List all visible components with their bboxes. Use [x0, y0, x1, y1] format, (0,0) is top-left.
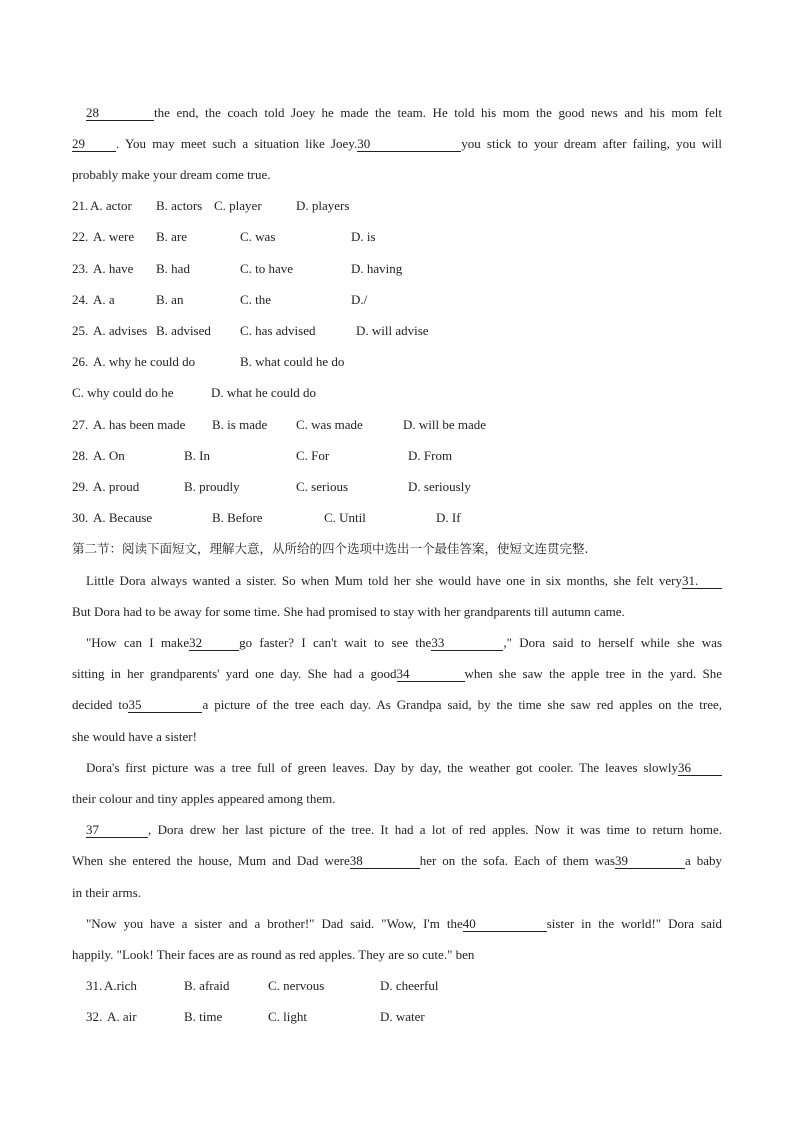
blank-38: 38 — [350, 853, 420, 869]
blank-37: 37 — [86, 822, 148, 838]
question-28: 28. A. On B. In C. For D. From — [72, 448, 453, 463]
question-30: 30. A. Because B. Before C. Until D. If — [72, 510, 461, 525]
question-26-continued: C. why could do he D. what he could do — [72, 385, 317, 400]
blank-28: 28 — [86, 105, 154, 121]
blank-33: 33 — [431, 635, 503, 651]
blank-31: 31. — [682, 573, 722, 589]
question-24: 24. A. a B. an C. the D./ — [72, 292, 368, 307]
question-23: 23. A. have B. had C. to have D. having — [72, 261, 403, 276]
blank-40: 40 — [463, 916, 547, 932]
passage2-line-1: Little Dora always wanted a sister. So when Mum told her she would have one in six months, she felt very31. — [72, 571, 722, 591]
blank-35: 35 — [128, 697, 202, 713]
section-2-heading: 第二节：阅读下面短文，理解大意，从所给的四个选项中选出一个最佳答案，使短文连贯完整. — [72, 541, 589, 556]
blank-29: 29 — [72, 136, 116, 152]
blank-36: 36 — [678, 760, 722, 776]
question-32: 32. A. air B. time C. light D. water — [86, 1009, 425, 1024]
blank-30: 30 — [357, 136, 461, 152]
question-22: 22. A. were B. are C. was D. is — [72, 229, 376, 244]
passage2-line-9: 37 , Dora drew her last picture of the tree. It had a lot of red apples. Now it was time to return home. — [86, 822, 722, 837]
blank-39: 39 — [615, 853, 685, 869]
passage2-line-4: sitting in her grandparents' yard one day. She had a good34 when she saw the apple tree in the yard. She — [72, 666, 722, 681]
blank-32: 32 — [189, 635, 239, 651]
passage2-line-13: happily. "Look! Their faces are as round as red apples. They are so cute." ben — [72, 947, 475, 962]
question-31: 31. A.rich B. afraid C. nervous D. cheerful — [86, 978, 439, 993]
passage2-line-12: "Now you have a sister and a brother!" Dad said. "Wow, I'm the40 sister in the world!" Dora said — [86, 916, 722, 931]
blank-34: 34 — [397, 666, 465, 682]
question-21: 21. A. actor B. actors C. player D. players — [72, 198, 350, 213]
passage1-line-1: 28 the end, the coach told Joey he made the team. He told his mom the good news and his mom felt — [86, 105, 722, 120]
passage2-line-2: But Dora had to be away for some time. She had promised to stay with her grandparents till autumn came. — [72, 604, 625, 619]
passage2-line-6: she would have a sister! — [72, 729, 197, 744]
passage1-line-2: 29 . You may meet such a situation like Joey.30 you stick to your dream after failing, you will — [72, 136, 722, 151]
passage2-line-10: When she entered the house, Mum and Dad were38 her on the sofa. Each of them was39 a baby — [72, 853, 722, 868]
passage2-line-5: decided to35 a picture of the tree each day. As Grandpa said, by the time she saw red apples on the tree, — [72, 697, 722, 712]
question-29: 29. A. proud B. proudly C. serious D. seriously — [72, 479, 471, 494]
question-25: 25. A. advises B. advised C. has advised D. will advise — [72, 323, 429, 338]
passage2-line-11: in their arms. — [72, 885, 141, 900]
passage2-line-3: "How can I make32 go faster? I can't wait to see the33 ," Dora said to herself while she was — [86, 635, 723, 650]
question-27: 27. A. has been made B. is made C. was made D. will be made — [72, 417, 487, 432]
question-26: 26. A. why he could do B. what could he do — [72, 354, 345, 369]
passage2-line-7: Dora's first picture was a tree full of green leaves. Day by day, the weather got cooler. The leaves slowly36 — [72, 758, 722, 778]
passage1-line-3: probably make your dream come true. — [72, 167, 271, 182]
passage2-line-8: their colour and tiny apples appeared among them. — [72, 791, 336, 806]
